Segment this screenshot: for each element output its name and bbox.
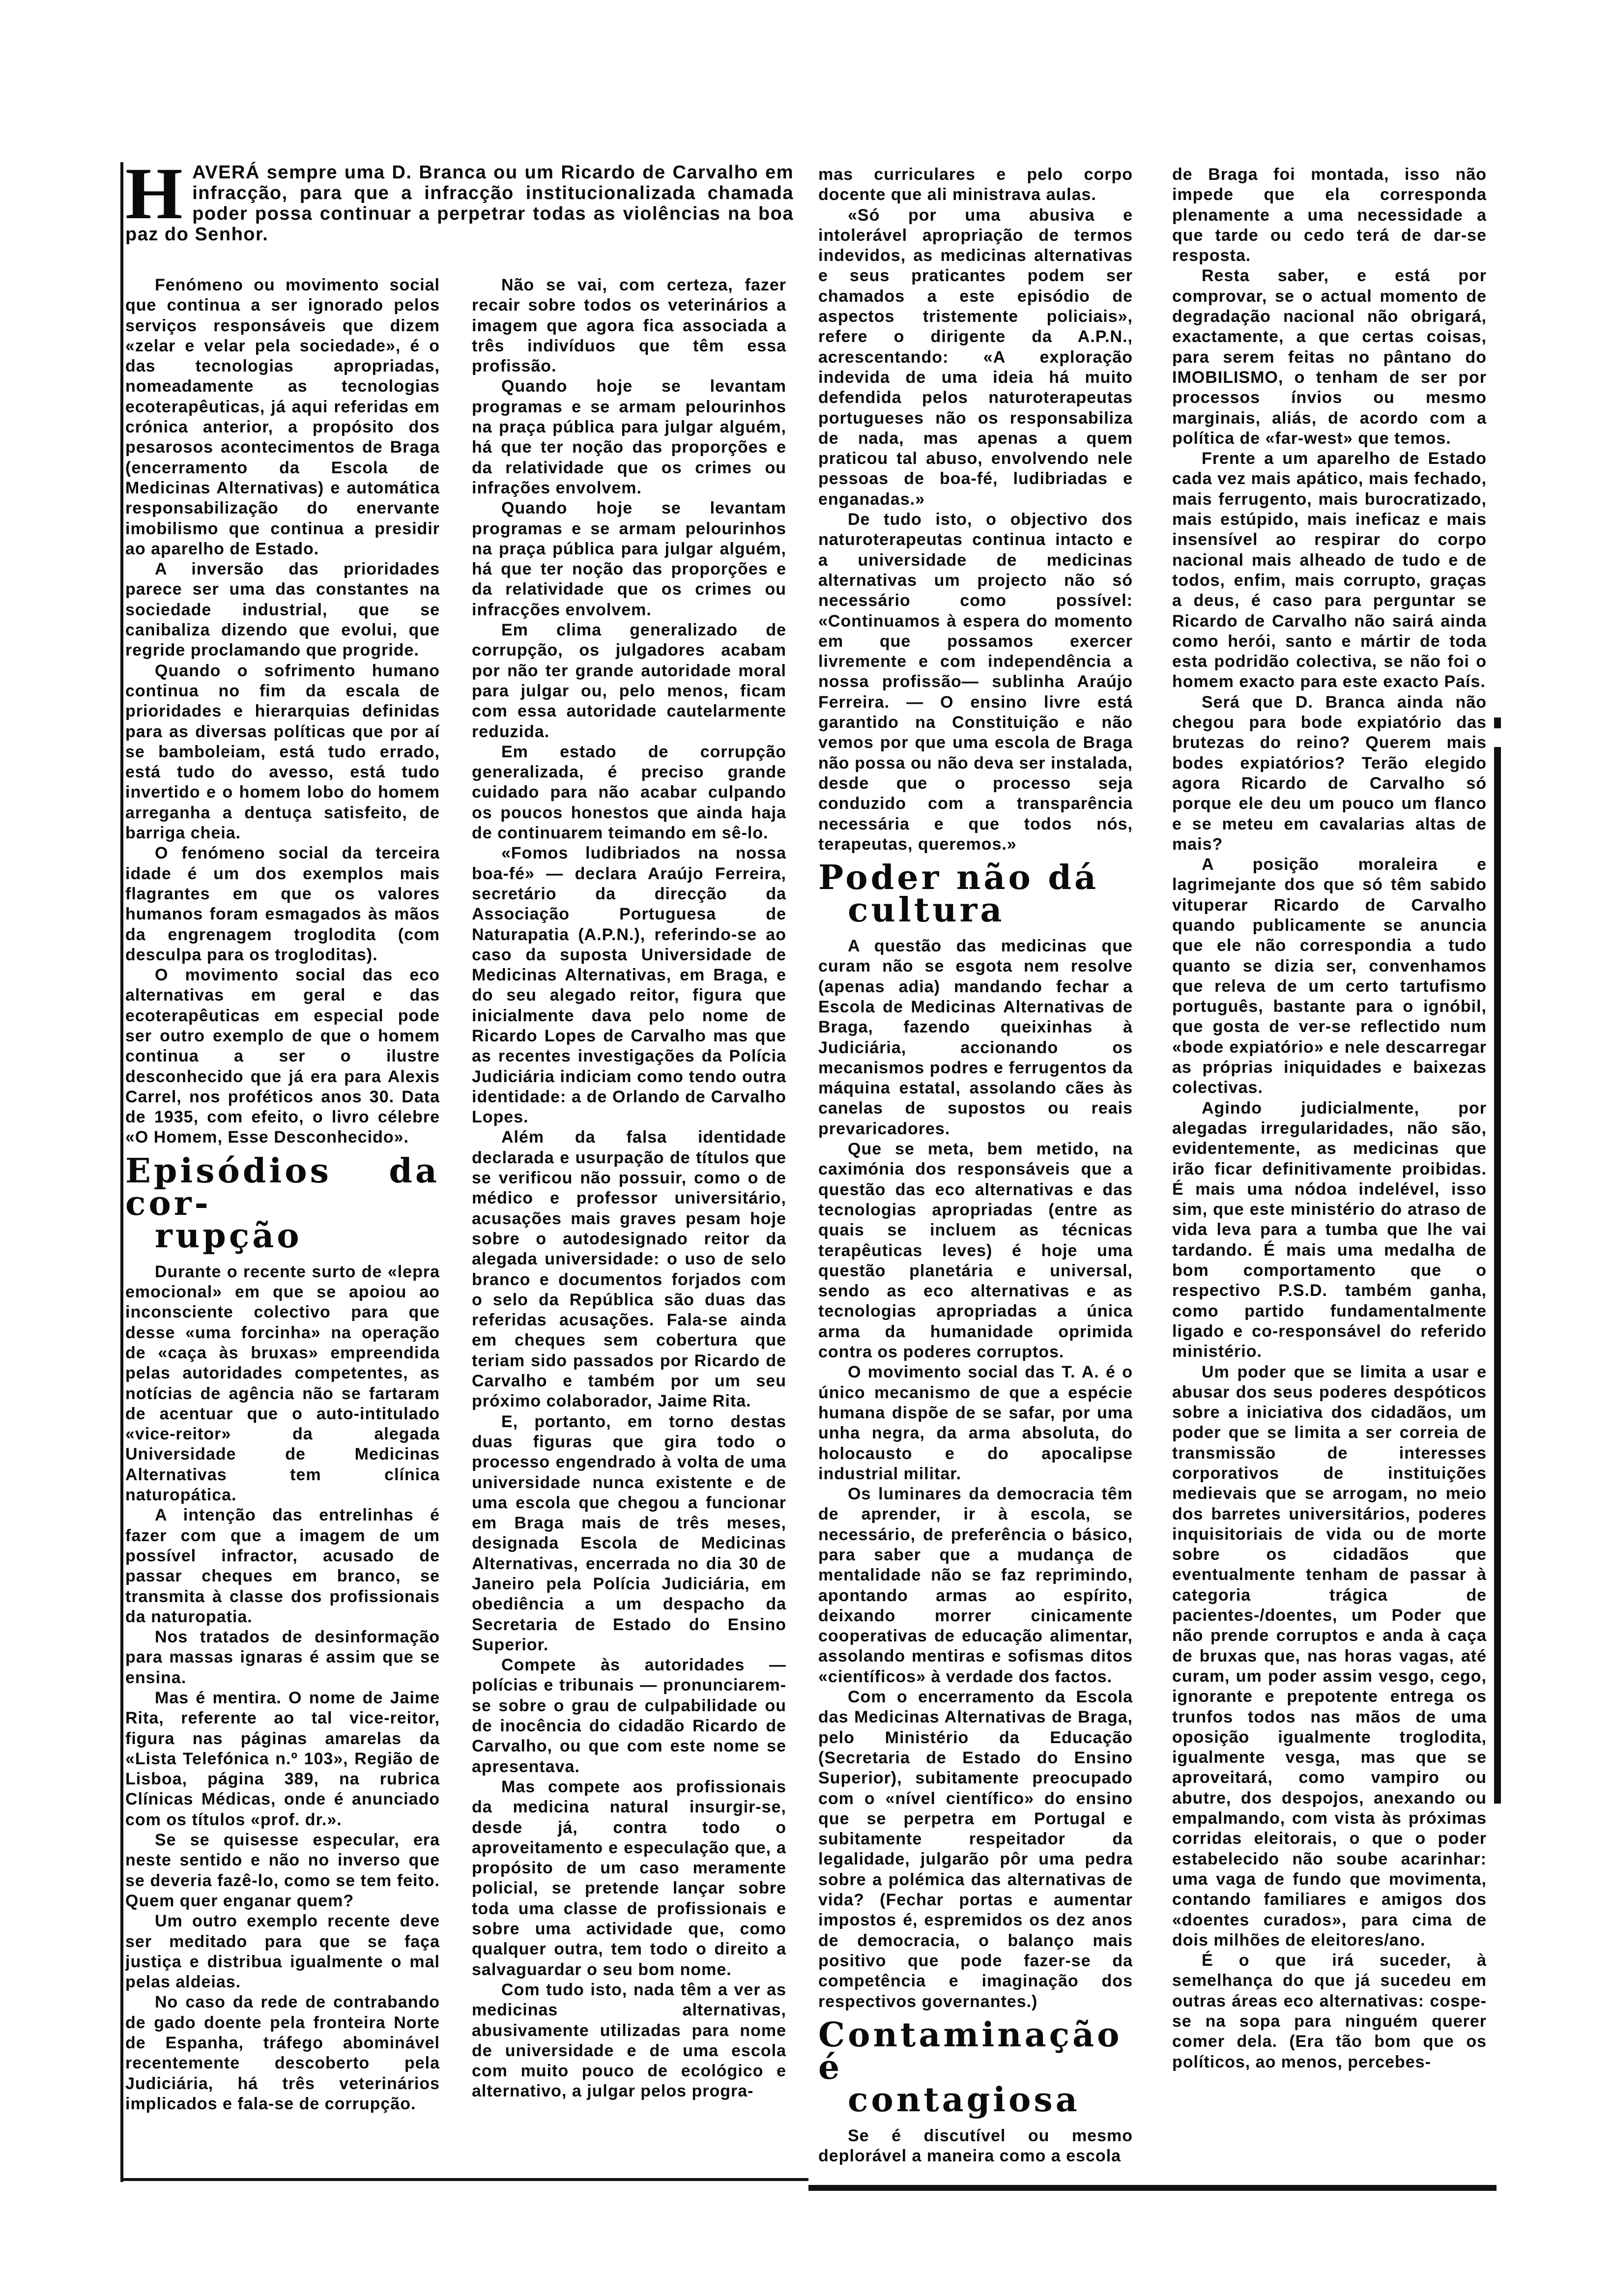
heading-line: rupção (155, 1216, 302, 1256)
paragraph: A posição moraleira e lagrimejante dos que só têm sabido vituperar Ricardo de Carvalho quando publicamente se anuncia que ele não correspondia a tudo quanto se dizia ser, convenhamos que releva de um certo tartufismo português, bastante para o ignóbil, que gosta de ver-se reflectido num «bode expiatório» e nele descarregar as próprias iniquidades e baixezas colectivas. (1172, 855, 1487, 1097)
paragraph: Um outro exemplo recente deve ser meditado para que se faça justiça e distribua igualmente o mal pelas aldeias. (125, 1912, 440, 1992)
column-4 (1172, 165, 1487, 2180)
paragraph: A inversão das prioridades parece ser uma das constantes na sociedade industrial, que se canibaliza dizendo que evolui, que regride proclamando que progride. (125, 560, 440, 660)
paragraph: O movimento social das eco alternativas em geral e das ecoterapêuticas em especial pode ser outro exemplo de que o homem continua a ser o ilustre desconhecido que já era para Alexis Carrel, nos proféticos anos 30. Data de 1935, com efeito, o livro célebre «O Homem, Esse Desconhecido». (125, 966, 440, 1147)
paragraph: Mas compete aos profissionais da medicina natural insurgir-se, desde já, contra todo o aproveitamento e especulação que, a propósito de um caso meramente policial, se pretende lançar sobre toda uma classe de profissionais e sobre uma actividade que, como qualquer outra, tem todo o direito a salvaguardar o seu bom nome. (472, 1777, 786, 1979)
paragraph: Frente a um aparelho de Estado cada vez mais apático, mais fechado, mais ferrugento, mais burocratizado, mais estúpido, mais ineficaz e mais insensível ao respirar do corpo nacional mais alheado de tudo e de todos, enfim, mais corrupto, graças a deus, é caso para perguntar se Ricardo de Carvalho não sairá ainda como herói, santo e mártir de toda esta podridão colectiva, se não foi o homem exacto para este exacto País. (1172, 449, 1487, 691)
heading-line: cultura (848, 890, 1005, 930)
heading-line: Poder não dá (818, 858, 1099, 898)
paragraph: mas curriculares e pelo corpo docente que ali ministrava aulas. (818, 165, 1133, 204)
paragraph: Se se quisesse especular, era neste sentido e não no inverso que se deveria fazê-lo, como se tem feito. Quem quer enganar quem? (125, 1831, 440, 1910)
heading-line: contagiosa (848, 2080, 1080, 2120)
paragraph: Quando o sofrimento humano continua no fim da escala de prioridades e hierarquias definidas para as diversas políticas que por aí se bamboleiam, está tudo errado, está tudo do avesso, está tudo invertido e o homem lobo do homem arreganha a dentuça satisfeito, de barriga cheia. (125, 661, 440, 843)
paragraph: O movimento social das T. A. é o único mecanismo de que a espécie humana dispõe de se safar, por uma unha negra, da arma absoluta, do holocausto e do apocalipse industrial militar. (818, 1363, 1133, 1483)
paragraph: Compete às autoridades — polícias e tribunais — pronunciarem-se sobre o grau de culpabilidade ou de inocência do cidadão Ricardo de Carvalho, ou que com este nome se apresentava. (472, 1656, 786, 1776)
paragraph: Fenómeno ou movimento social que continua a ser ignorado pelos serviços responsáveis que dizem «zelar e velar pela sociedade», é o das tecnologias apropriadas, nomeadamente as tecnologias ecoterapêuticas, já aqui referidas em crónica anterior, a propósito dos pesarosos acontecimentos de Braga (encerramento da Escola de Medicinas Alternativas) e automática responsabilização do enervante imobilismo que continua a presidir ao aparelho de Estado. (125, 276, 440, 558)
column-3 (818, 165, 1133, 2180)
bottom-rule-right (808, 2185, 1497, 2191)
left-column-rule (120, 162, 123, 2182)
section-heading-contaminacao (818, 2015, 1133, 2120)
paragraph: Se é discutível ou mesmo deplorável a maneira como a escola (818, 2126, 1133, 2166)
paragraph: Será que D. Branca ainda não chegou para bode expiatório das brutezas do reino? Querem mais bodes expiatórios? Terão elegido agora Ricardo de Carvalho só porque ele deu um pouco um flanco e se meteu em cavalarias altas de mais? (1172, 692, 1487, 854)
paragraph: É o que irá suceder, à semelhança do que já sucedeu em outras áreas eco alternativas: cospe-se na sopa para ninguém querer comer dela. (Era tão bom que os políticos, ao menos, percebes- (1172, 1951, 1487, 2071)
paragraph: Em estado de corrupção generalizada, é preciso grande cuidado para não acabar culpando os poucos honestos que ainda haja de continuarem teimando em sê-lo. (472, 742, 786, 843)
paragraph: Que se meta, bem metido, na caximónia dos responsáveis que a questão das eco alternativas e das tecnologias apropriadas (entre as quais se incluem as técnicas terapêuticas leves) é hoje uma questão planetária e universal, sendo as eco alternativas e as tecnologias apropriadas a única arma da humanidade oprimida contra os poderes corruptos. (818, 1140, 1133, 1362)
paragraph: Nos tratados de desinformação para massas ignaras é assim que se ensina. (125, 1628, 440, 1687)
paragraph: Um poder que se limita a usar e abusar dos seus poderes despóticos sobre a iniciativa dos cidadãos, um poder que se limita a ser correia de transmissão de interesses corporativos de instituições medievais que se arrogam, no meio dos barretes universitários, poderes inquisitoriais de vida ou de morte sobre os cidadãos que eventualmente tenham de passar à categoria trágica de pacientes-/doentes, um Poder que não prende corruptos e anda à caça de bruxas que, nas horas vagas, até curam, um poder assim vesgo, cego, ignorante e prepotente entrega os trunfos todos nas mãos de uma oposição igualmente troglodita, igualmente vesga, mas que se aproveitará, como vampiro ou abutre, dos despojos, anexando ou empalmando, com vista às próximas corridas eleitorais, o que o poder estabelecido não soube acarinhar: uma vaga de fundo que movimenta, contando familiares e amigos dos «doentes curados», para cima de dois milhões de eleitores/ano. (1172, 1362, 1487, 1950)
lead-text: AVERÁ sempre uma D. Branca ou um Ricardo de Carvalho em infracção, para que a infracção institucionalizada chamada poder possa continuar a perpetrar todas as violências na boa paz do Senhor. (125, 162, 794, 245)
paragraph: No caso da rede de contrabando de gado doente pela fronteira Norte de Espanha, tráfego abominável recentemente descoberto pela Judiciária, há três veterinários implicados e fala-se de corrupção. (125, 1993, 440, 2113)
paragraph: «Só por uma abusiva e intolerável apropriação de termos indevidos, as medicinas alternativas e seus praticantes podem ser chamados a este episódio de aspectos tristemente policiais», refere o dirigente da A.P.N., acrescentando: «A exploração indevida de uma ideia há muito defendida pelos naturoterapeutas portugueses não os responsabiliza de nada, mas apenas a quem praticou tal abuso, envolvendo nele pessoas de boa-fé, ludibriadas e enganadas.» (818, 205, 1133, 509)
column-2 (472, 275, 786, 2182)
heading-line: Episódios da cor- (125, 1151, 440, 1223)
paragraph: E, portanto, em torno destas duas figuras que gira todo o processo engendrado à volta de uma universidade nunca existente e de uma escola que chegou a funcionar em Braga mais de três meses, designada Escola de Medicinas Alternativas, encerrada no dia 30 de Janeiro pela Polícia Judiciária, em obediência a um despacho da Secretaria de Estado do Ensino Superior. (472, 1412, 786, 1654)
paragraph: Com o encerramento da Escola das Medicinas Alternativas de Braga, pelo Ministério da Educação (Secretaria de Estado do Ensino Superior), subitamente preocupado com o «nível científico» do ensino que se perpetra em Portugal e subitamente respeitador da legalidade, julgarão pôr uma pedra sobre a polémica das alternativas de vida? (Fechar portas e aumentar impostos é, espremidos os dez anos de democracia, o balanço mais positivo que pode fazer-se da competência e imaginação dos respectivos governantes.) (818, 1688, 1133, 2011)
drop-cap: H (125, 153, 184, 234)
section-heading-episodios (125, 1151, 440, 1256)
margin-mark (1494, 718, 1501, 728)
paragraph: Além da falsa identidade declarada e usurpação de títulos que se verificou não possuir, como o de médico e professor universitário, acusações mais graves pesam hoje sobre o autodesignado reitor da alegada universidade: o uso de selo branco e documentos forjados com o selo da República são duas das referidas acusações. Fala-se ainda em cheques sem cobertura que teriam sido passados por Ricardo de Carvalho e também por um seu próximo colaborador, Jaime Rita. (472, 1128, 786, 1411)
paragraph: Quando hoje se levantam programas e se armam pelourinhos na praça pública para julgar alguém, há que ter noção das proporções e da relatividade que os crimes ou infracções envolvem. (472, 499, 786, 619)
lead-paragraph (125, 153, 794, 245)
section-heading-poder (818, 858, 1133, 930)
paragraph: Durante o recente surto de «lepra emocional» em que se apoiou ao inconsciente colectivo para que desse «uma forcinha» na operação de «caça às bruxas» empreendida pelas autoridades competentes, as notícias de agência não se fartaram de acentuar que o auto-intitulado «vice-reitor» da alegada Universidade de Medicinas Alternativas tem clínica naturopática. (125, 1262, 440, 1505)
paragraph: Quando hoje se levantam programas e se armam pelourinhos na praça pública para julgar alguém, há que ter noção das proporções e da relatividade que os crimes ou infrações envolvem. (472, 377, 786, 497)
paragraph: Mas é mentira. O nome de Jaime Rita, referente ao tal vice-reitor, figura nas páginas amarelas da «Lista Telefónica n.º 103», Região de Lisboa, página 389, na rubrica Clínicas Médicas, onde é anunciado com os títulos «prof. dr.». (125, 1689, 440, 1829)
paragraph: Com tudo isto, nada têm a ver as medicinas alternativas, abusivamente utilizadas para nome de universidade e de uma escola com muito pouco de ecológico e alternativo, a julgar pelos progra- (472, 1980, 786, 2101)
paragraph: A intenção das entrelinhas é fazer com que a imagem de um possível infractor, acusado de passar cheques em branco, se transmita à classe dos profissionais da naturopatia. (125, 1506, 440, 1626)
paragraph: Não se vai, com certeza, fazer recair sobre todos os veterinários a imagem que agora fica associada a três indivíduos que têm essa profissão. (472, 276, 786, 376)
paragraph: Agindo judicialmente, por alegadas irregularidades, não são, evidentemente, as medicinas que irão ficar definitivamente proibidas. É mais uma nódoa indelével, isso sim, que este ministério do atraso de vida leva para a tumba que lhe vai tardando. É mais uma medalha de bom comportamento que o respectivo P.S.D. também ganha, como partido fundamentalmente ligado e co-responsável do referido ministério. (1172, 1098, 1487, 1361)
paragraph: Em clima generalizado de corrupção, os julgadores acabam por não ter grande autoridade moral para julgar ou, pelo menos, ficam com essa autoridade cautelarmente reduzida. (472, 621, 786, 741)
paragraph: O fenómeno social da terceira idade é um dos exemplos mais flagrantes em que os valores humanos foram esmagados às mãos da engrenagem troglodita (com desculpa para os trogloditas). (125, 844, 440, 964)
paragraph: Os luminares da democracia têm de aprender, ir à escola, se necessário, de preferência o básico, para saber que a mudança de mentalidade não se faz reprimindo, apontando armas ao espírito, deixando morrer cinicamente cooperativas de educação alimentar, assolando mentiras e sofismas ditos «científicos» à verdade dos factos. (818, 1485, 1133, 1686)
paragraph: De tudo isto, o objectivo dos naturoterapeutas continua intacto e a universidade de medicinas alternativas um projecto não só necessário como possível: «Continuamos à espera do momento em que possamos exercer livremente e com independência a nossa profissão— sublinha Araújo Ferreira. — O ensino livre está garantido na Constituição e não vemos por que uma escola de Braga não possa ou não deva ser instalada, desde que o processo seja conduzido com a transparência necessária e que todos nós, terapeutas, queremos.» (818, 510, 1133, 854)
paragraph: Resta saber, e está por comprovar, se o actual momento de degradação nacional não obrigará, exactamente, a que certas coisas, para serem feitas no pântano do IMOBILISMO, o tenham de ser por processos ínvios ou mesmo marginais, aliás, de acordo com a política de «far-west» que temos. (1172, 266, 1487, 448)
paragraph: A questão das medicinas que curam não se esgota nem resolve (apenas adia) mandando fechar a Escola de Medicinas Alternativas de Braga, fazendo queixinhas à Judiciária, accionando os mecanismos podres e ferrugentos da máquina estatal, assolando cães às canelas de supostos ou reais prevaricadores. (818, 937, 1133, 1138)
right-margin-bar (1494, 747, 1501, 1804)
paragraph: de Braga foi montada, isso não impede que ela corresponda plenamente a uma necessidade a que tarde ou cedo terá de dar-se resposta. (1172, 165, 1487, 265)
column-1 (125, 275, 440, 2182)
heading-line: Contaminação é (818, 2015, 1123, 2087)
paragraph: «Fomos ludibriados na nossa boa-fé» — declara Araújo Ferreira, secretário da direcção da Associação Portuguesa de Naturapatia (A.P.N.), referindo-se ao caso da suposta Universidade de Medicinas Alternativas, em Braga, e do seu alegado reitor, figura que inicialmente dava pelo nome de Ricardo Lopes de Carvalho mas que as recentes investigações da Polícia Judiciária indiciam como tendo outra identidade: a de Orlando de Carvalho Lopes. (472, 844, 786, 1127)
